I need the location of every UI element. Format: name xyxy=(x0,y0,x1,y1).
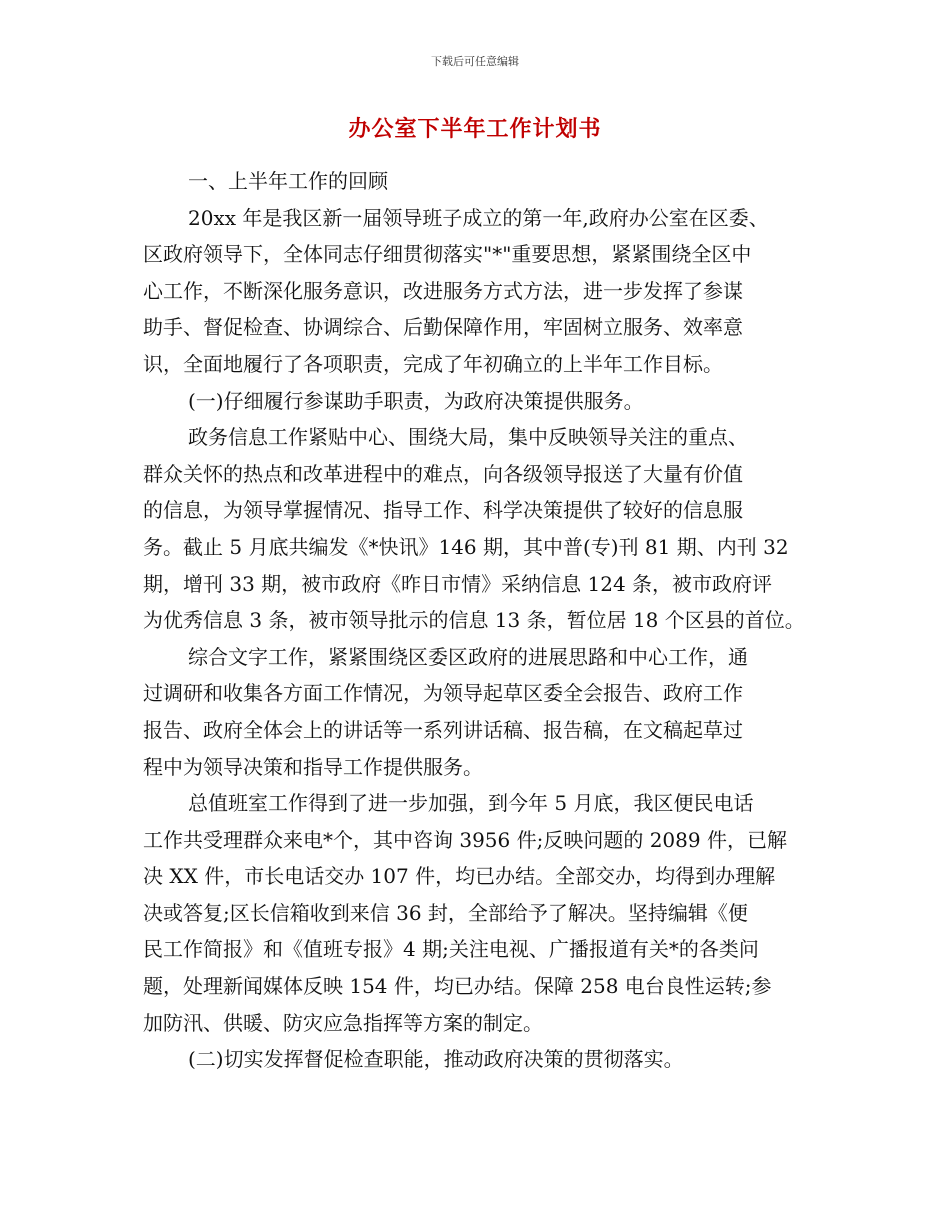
text-line: 过调研和收集各方面工作情况，为领导起草区委全会报告、政府工作 xyxy=(143,681,743,706)
text-line: 为优秀信息 3 条，被市领导批示的信息 13 条，暂位居 18 个区县的首位。 xyxy=(143,608,805,633)
text-line: 民工作简报》和《值班专报》4 期;关注电视、广播报道有关*的各类问 xyxy=(143,937,759,962)
text-line: 的信息，为领导掌握情况、指导工作、科学决策提供了较好的信息服 xyxy=(143,498,743,523)
text-line: 一、上半年工作的回顾 xyxy=(188,169,388,193)
text-line: 工作共受理群众来电*个，其中咨询 3956 件;反映问题的 2089 件，已解 xyxy=(143,827,787,852)
text-line: 综合文字工作，紧紧围绕区委区政府的进展思路和中心工作，通 xyxy=(188,644,748,669)
text-line: 20xx 年是我区新一届领导班子成立的第一年,政府办公室在区委、 xyxy=(188,205,769,230)
text-line: 群众关怀的热点和改革进程中的难点，向各级领导报送了大量有价值 xyxy=(143,461,743,486)
document-body xyxy=(143,163,823,1078)
text-line: (二)切实发挥督促检查职能，推动政府决策的贯彻落实。 xyxy=(188,1047,684,1072)
text-line: 报告、政府全体会上的讲话等一系列讲话稿、报告稿，在文稿起草过 xyxy=(143,717,743,742)
text-line: 决 XX 件，市长电话交办 107 件，均已办结。全部交办，均得到办理解 xyxy=(143,864,776,889)
text-line: 总值班室工作得到了进一步加强，到今年 5 月底，我区便民电话 xyxy=(188,791,754,816)
text-line: 心工作，不断深化服务意识，改进服务方式方法，进一步发挥了参谋 xyxy=(143,278,743,303)
text-line: 程中为领导决策和指导工作提供服务。 xyxy=(143,754,483,779)
text-line: 区政府领导下，全体同志仔细贯彻落实"*"重要思想，紧紧围绕全区中 xyxy=(143,242,752,267)
text-line: 期，增刊 33 期，被市政府《昨日市情》采纳信息 124 条，被市政府评 xyxy=(143,571,773,596)
text-line: 识，全面地履行了各项职责，完成了年初确立的上半年工作目标。 xyxy=(143,351,723,376)
text-line: (一)仔细履行参谋助手职责，为政府决策提供服务。 xyxy=(188,388,644,413)
text-line: 助手、督促检查、协调综合、后勤保障作用，牢固树立服务、效率意 xyxy=(143,315,743,340)
text-line: 加防汛、供暖、防灾应急指挥等方案的制定。 xyxy=(143,1010,543,1035)
text-line: 题，处理新闻媒体反映 154 件，均已办结。保障 258 电台良性运转;参 xyxy=(143,974,772,999)
text-line: 务。截止 5 月底共编发《*快讯》146 期，其中普(专)刊 81 期、内刊 32 xyxy=(143,534,789,559)
text-line: 决或答复;区长信箱收到来信 36 封，全部给予了解决。坚持编辑《便 xyxy=(143,900,748,925)
header-note: 下载后可任意编辑 xyxy=(431,55,519,68)
document-title: 办公室下半年工作计划书 xyxy=(348,117,602,142)
text-line: 政务信息工作紧贴中心、围绕大局，集中反映领导关注的重点、 xyxy=(188,425,748,450)
